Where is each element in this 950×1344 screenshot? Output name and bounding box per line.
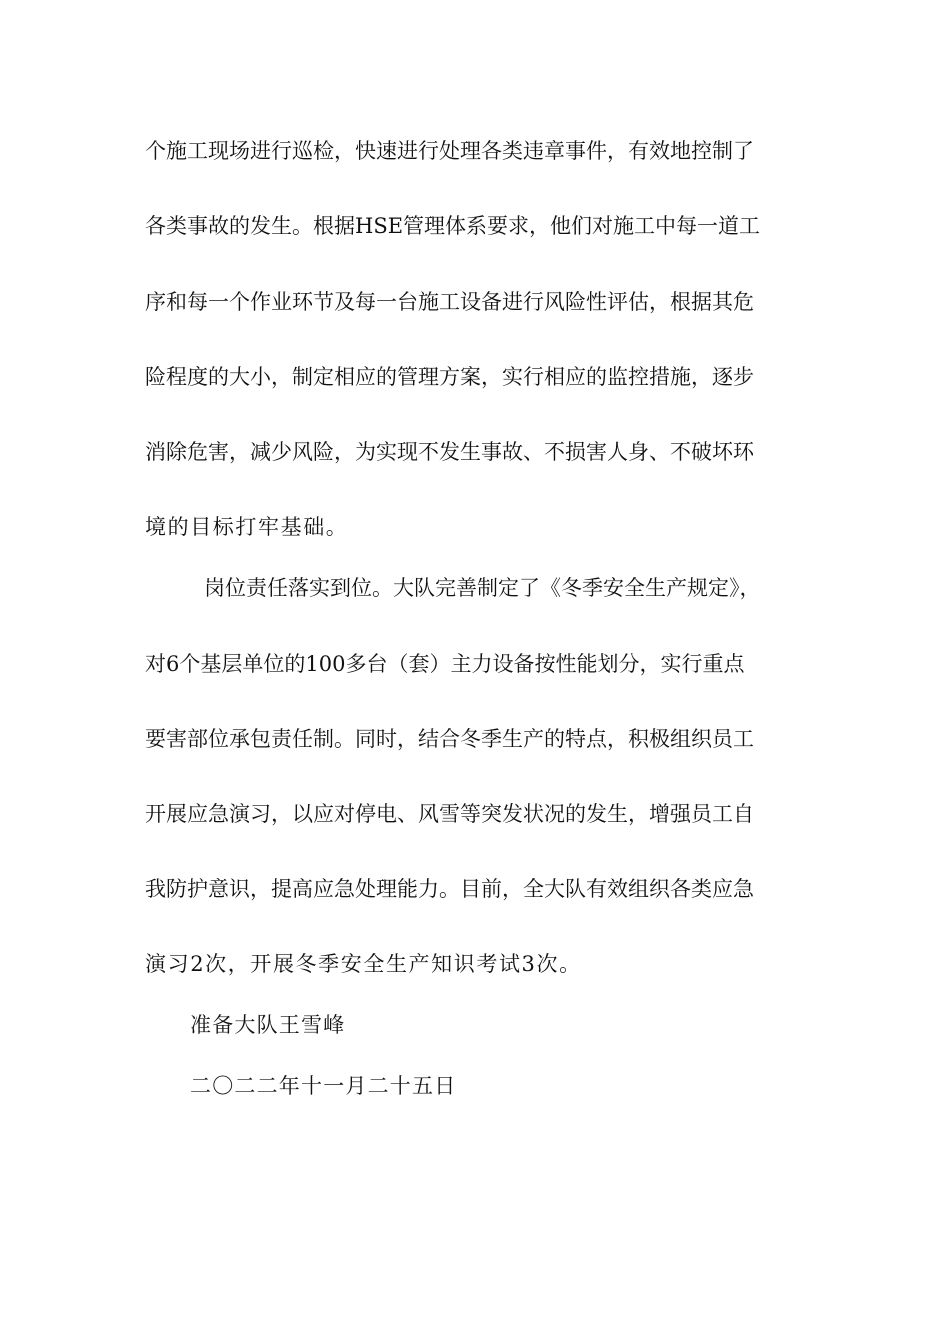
signature-author: 准备大队王雪峰 — [190, 1013, 346, 1037]
paragraph-line-12: 演习2次，开展冬季安全生产知识考试3次。 — [145, 952, 582, 976]
paragraph-line-3: 序和每一个作业环节及每一台施工设备进行风险性评估，根据其危 — [145, 290, 754, 314]
paragraph-line-5: 消除危害，减少风险，为实现不发生事故、不损害人身、不破坏环 — [145, 440, 754, 464]
paragraph-line-8: 对6个基层单位的100多台（套）主力设备按性能划分，实行重点 — [145, 652, 745, 676]
paragraph-line-2: 各类事故的发生。根据HSE管理体系要求，他们对施工中每一道工 — [145, 214, 761, 238]
paragraph-line-7: 岗位责任落实到位。大队完善制定了《冬季安全生产规定》， — [204, 576, 761, 600]
paragraph-line-6: 境的目标打牢基础。 — [145, 515, 349, 539]
paragraph-line-9: 要害部位承包责任制。同时，结合冬季生产的特点，积极组织员工 — [145, 727, 754, 751]
signature-date: 二〇二二年十一月二十五日 — [190, 1074, 457, 1098]
paragraph-line-1: 个施工现场进行巡检，快速进行处理各类违章事件，有效地控制了 — [145, 139, 754, 163]
paragraph-line-4: 险程度的大小，制定相应的管理方案，实行相应的监控措施，逐步 — [145, 365, 754, 389]
paragraph-line-10: 开展应急演习，以应对停电、风雪等突发状况的发生，增强员工自 — [145, 802, 754, 826]
paragraph-line-11: 我防护意识，提高应急处理能力。目前，全大队有效组织各类应急 — [145, 877, 754, 901]
